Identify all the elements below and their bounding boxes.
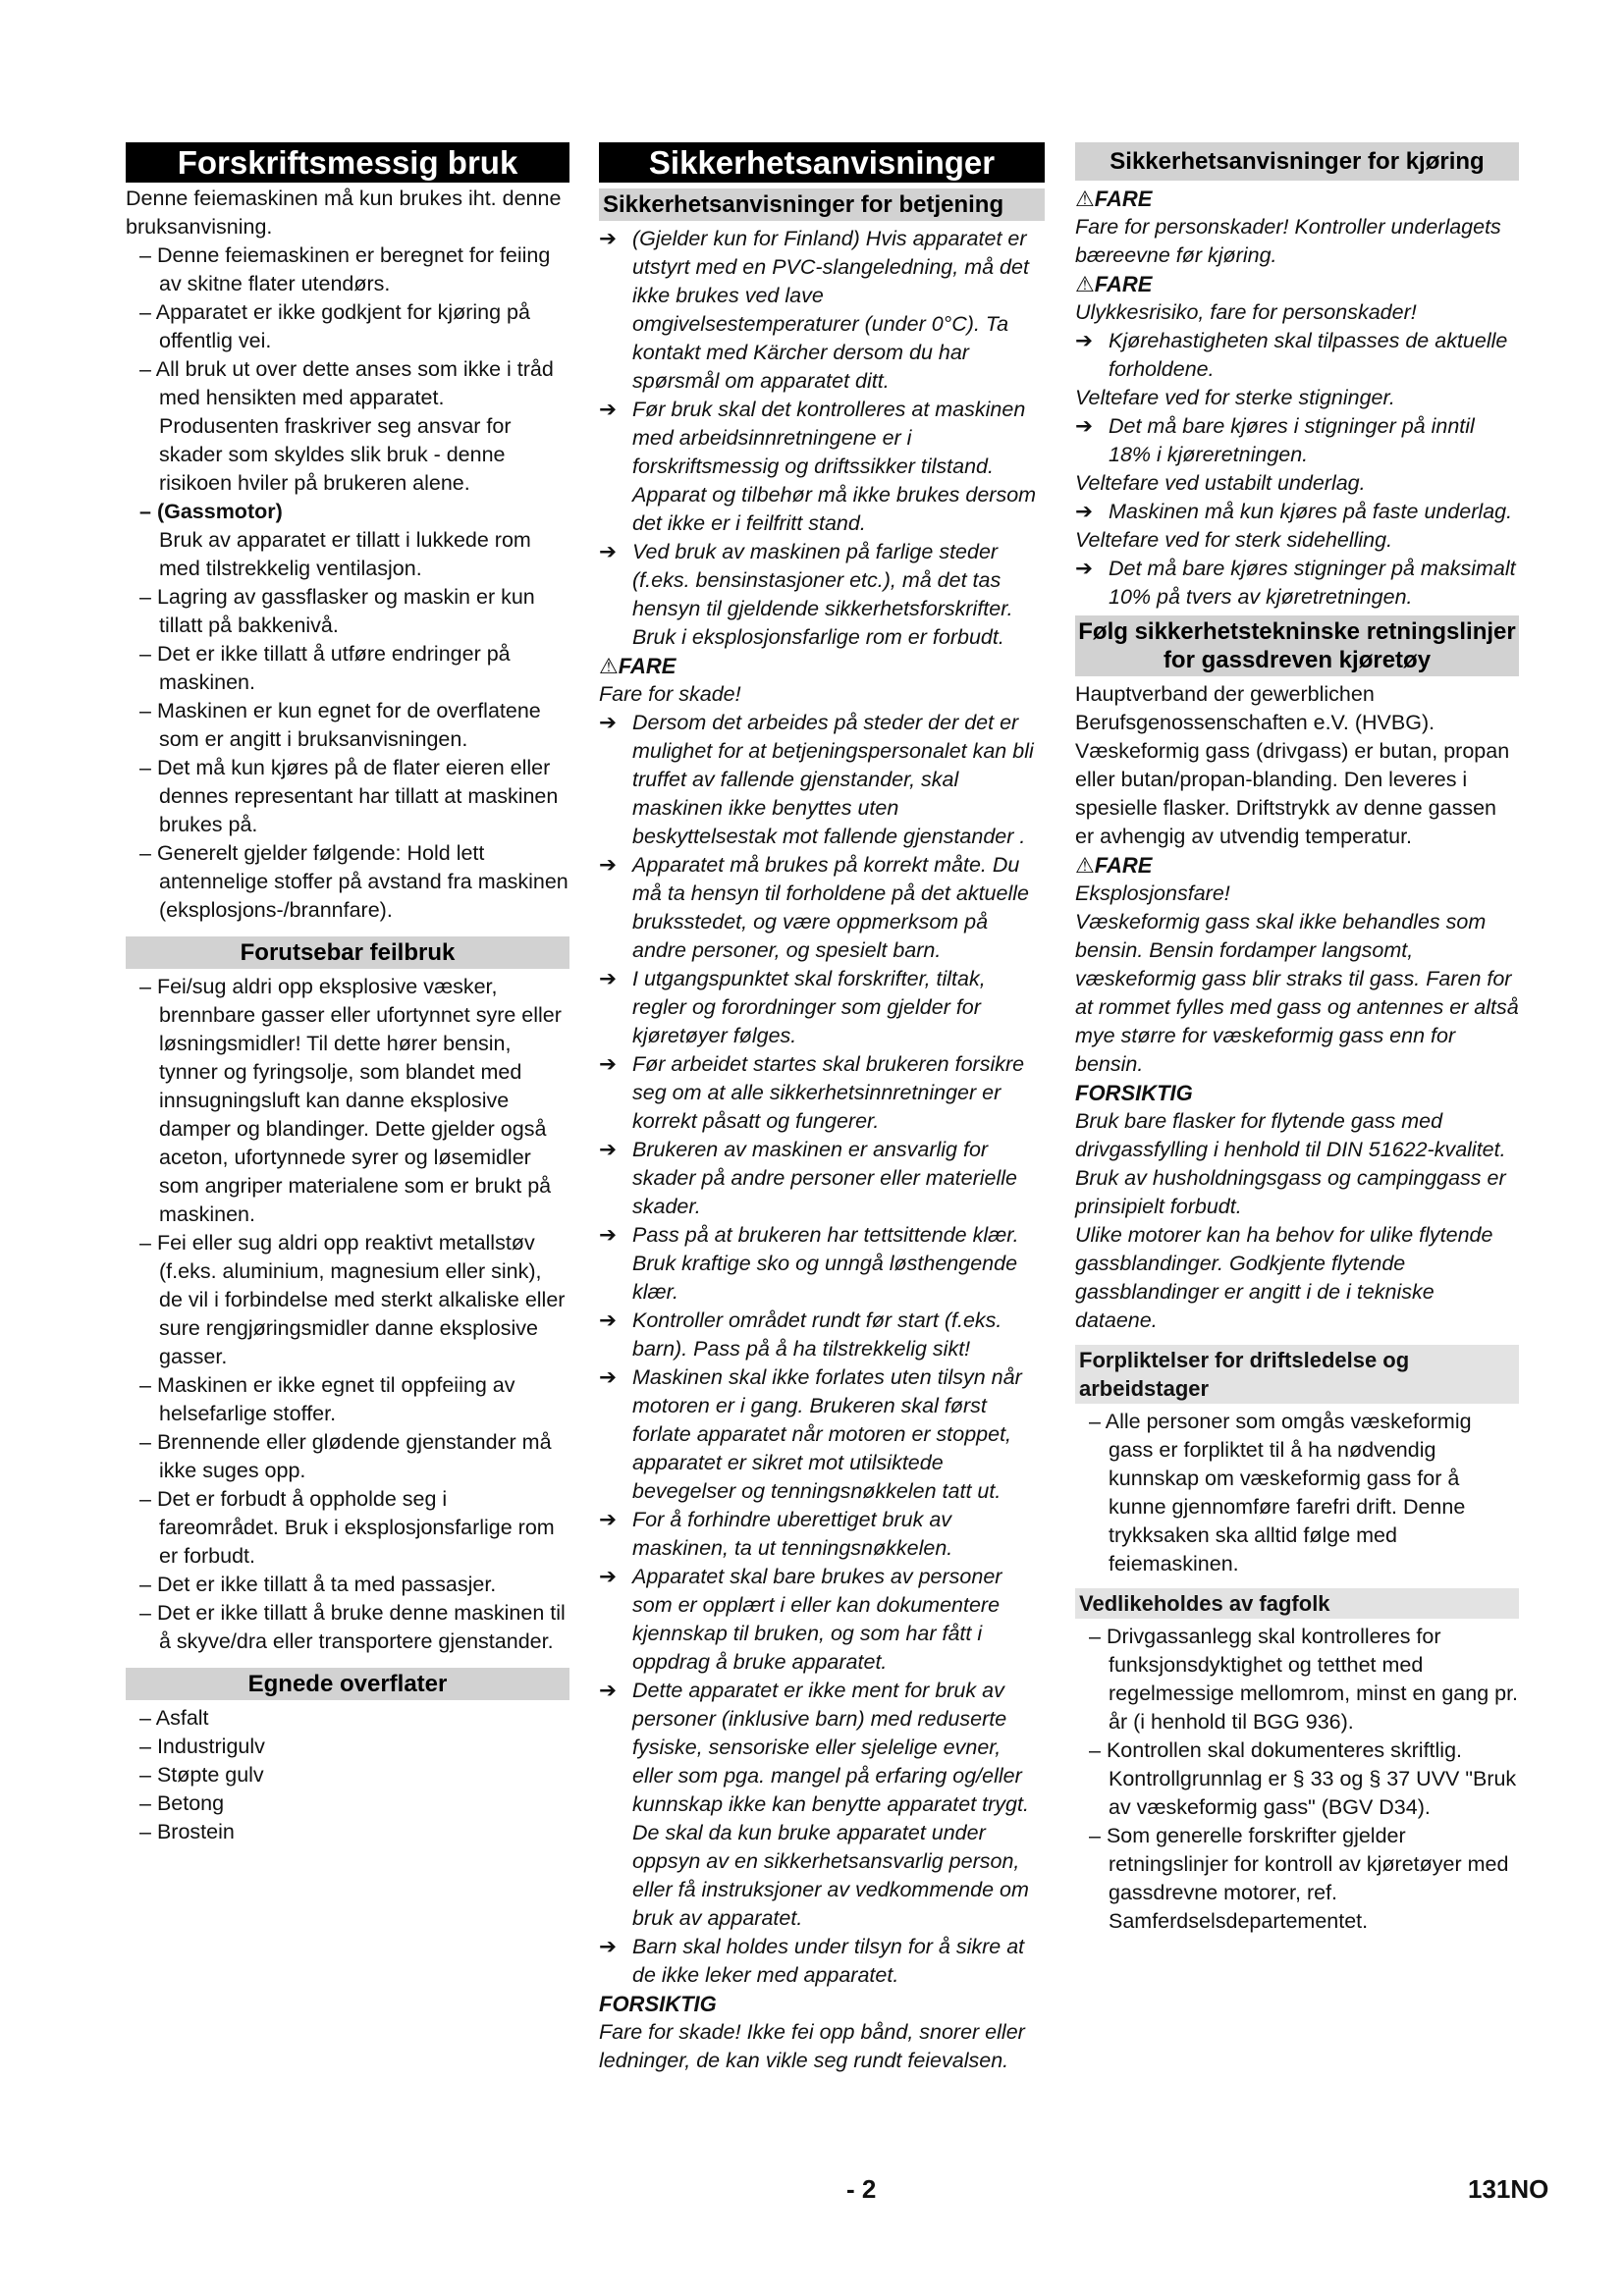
surfaces-list bbox=[126, 1704, 569, 1846]
intro-text: Denne feiemaskinen må kun brukes iht. denne bruksanvisning. bbox=[126, 187, 562, 239]
list-item: ➔ Dette apparatet er ikke ment for bruk av personer (inklusive barn) med reduserte fysiske, sensoriske eller sjelelige evner, eller som pga. mangel på erfaring og/eller kunnskap ikke kan benytte apparatet trygt. De skal da kun bruke apparatet under oppsyn av en sikkerhetsansvarlig person, eller få instruksjoner av vedkommende om bruk av apparatet. bbox=[599, 1677, 1045, 1933]
list-item: – Fei eller sug aldri opp reaktivt metallstøv (f.eks. aluminium, magnesium eller sink), de vil i forbindelse med sterkt alkaliske eller sure rengjøringsmidler danne eksplosive gasser. bbox=[126, 1229, 569, 1371]
list-item: – Maskinen er kun egnet for de overflatene som er angitt i bruksanvisningen. bbox=[126, 697, 569, 754]
caution-text: Ulike motorer kan ha behov for ulike flytende gassblandinger. Godkjente flytende gassblandinger er angitt i de i tekniske dataene. bbox=[1075, 1223, 1493, 1332]
document-code: 131NO bbox=[1468, 2174, 1549, 2204]
list-item: – Brennende eller glødende gjenstander må ikke suges opp. bbox=[126, 1428, 569, 1485]
caution-text: Bruk av husholdningsgass og campinggass er prinsipielt forbudt. bbox=[1075, 1166, 1506, 1218]
section-title-gas-vehicles: Følg sikkerhetstekninske retningslinjer for gassdreven kjøretøy bbox=[1075, 615, 1519, 676]
list-item: ➔ Det må bare kjøres i stigninger på inntil 18% i kjøreretningen. bbox=[1075, 412, 1519, 469]
list-item: ➔ Brukeren av maskinen er ansvarlig for skader på andre personer eller materielle skader. bbox=[599, 1136, 1045, 1221]
danger-label: ⚠FARE bbox=[599, 654, 677, 678]
list-item: – Kontrollen skal dokumenteres skriftlig. Kontrollgrunnlag er § 33 og § 37 UVV "Bruk av væskeformig gass" (BGV D34). bbox=[1075, 1736, 1519, 1822]
danger-text: Eksplosjonsfare! bbox=[1075, 881, 1230, 905]
list-item: ➔ Maskinen må kun kjøres på faste underlag. bbox=[1075, 498, 1519, 526]
list-item: – Betong bbox=[126, 1789, 569, 1818]
maintenance-list bbox=[1075, 1623, 1519, 1936]
list-item: – Lagring av gassflasker og maskin er kun tillatt på bakkenivå. bbox=[126, 583, 569, 640]
list-item: – All bruk ut over dette anses som ikke i tråd med hensikten med apparatet. Produsenten fraskriver seg ansvar for skader som skyldes slik bruk - denne risikoen hviler på brukeren alene. bbox=[126, 355, 569, 498]
misuse-list bbox=[126, 973, 569, 1656]
caution-text: Fare for skade! Ikke fei opp bånd, snorer eller ledninger, de kan vikle seg rundt feievalsen. bbox=[599, 2020, 1025, 2072]
column-2 bbox=[599, 142, 1045, 2075]
caution-label: FORSIKTIG bbox=[1075, 1081, 1193, 1105]
danger-label: ⚠FARE bbox=[1075, 187, 1153, 211]
list-item: ➔ Kontroller området rundt før start (f.eks. barn). Pass på å ha tilstrekkelig sikt! bbox=[599, 1307, 1045, 1363]
operation-list-2 bbox=[599, 709, 1045, 1990]
duties-list bbox=[1075, 1408, 1519, 1578]
danger-text: Fare for personskader! Kontroller underlagets bæreevne før kjøring. bbox=[1075, 215, 1501, 267]
list-item: ➔ Apparatet skal bare brukes av personer som er opplært i eller kan dokumentere kjennskap til bruken, og som har fått i oppdrag å bruke apparatet. bbox=[599, 1563, 1045, 1677]
column-1 bbox=[126, 142, 569, 1846]
list-item: ➔ Før arbeidet startes skal brukeren forsikre seg om at alle sikkerhetsinnretninger er korrekt påsatt og fungerer. bbox=[599, 1050, 1045, 1136]
list-item: ➔ Maskinen skal ikke forlates uten tilsyn når motoren er i gang. Brukeren skal først forlate apparatet når motoren er stoppet, apparatet er sikret mot utilsiktede bevegelser og tenningsnøkkelen tatt ut. bbox=[599, 1363, 1045, 1506]
caution-label: FORSIKTIG bbox=[599, 1992, 717, 2016]
danger-text: Væskeformig gass skal ikke behandles som bensin. Bensin fordamper langsomt, væskeformig gass blir straks til gass. Faren for at rommet fylles med gass og antennes er altså mye større for væskeformig gass enn for bensin. bbox=[1075, 910, 1519, 1076]
operation-list bbox=[599, 225, 1045, 652]
gas-motor-text: Bruk av apparatet er tillatt i lukkede rom med tilstrekkelig ventilasjon. bbox=[159, 528, 531, 580]
danger-label: ⚠FARE bbox=[1075, 272, 1153, 296]
danger-text: Fare for skade! bbox=[599, 682, 741, 706]
list-item: ➔ Apparatet må brukes på korrekt måte. Du må ta hensyn til forholdene på det aktuelle bruksstedet, og være oppmerksom på andre personer, og spesielt barn. bbox=[599, 851, 1045, 965]
list-item: – Støpte gulv bbox=[126, 1761, 569, 1789]
list-item: ➔ Ved bruk av maskinen på farlige steder (f.eks. bensinstasjoner etc.), må det tas hensyn til gjeldende sikkerhetsforskrifter. Bruk i eksplosjonsfarlige rom er forbudt. bbox=[599, 538, 1045, 652]
list-item: – Generelt gjelder følgende: Hold lett antennelige stoffer på avstand fra maskinen (eksplosjons-/brannfare). bbox=[126, 839, 569, 925]
list-item: – Asfalt bbox=[126, 1704, 569, 1733]
caution-text: Bruk bare flasker for flytende gass med drivgassfylling i henhold til DIN 51622-kvalitet. bbox=[1075, 1109, 1506, 1161]
section-title-misuse: Forutsebar feilbruk bbox=[126, 936, 569, 969]
page-number: - 2 bbox=[846, 2174, 877, 2204]
list-item: – Det er ikke tillatt å ta med passasjer. bbox=[126, 1571, 569, 1599]
subsection-title-operation: Sikkerhetsanvisninger for betjening bbox=[599, 188, 1045, 221]
column-3 bbox=[1075, 142, 1519, 1936]
list-item: – Denne feiemaskinen er beregnet for feiing av skitne flater utendørs. bbox=[126, 241, 569, 298]
gas-text: Hauptverband der gewerblichen Berufsgenossenschaften e.V. (HVBG). Væskeformig gass (drivgass) er butan, propan eller butan/propan-blanding. Den leveres i spesielle flasker. Driftstrykk av denne gassen er avhengig av utvendig temperatur. bbox=[1075, 682, 1510, 848]
list-item: ➔ For å forhindre uberettiget bruk av maskinen, ta ut tenningsnøkkelen. bbox=[599, 1506, 1045, 1563]
section-title-surfaces: Egnede overflater bbox=[126, 1668, 569, 1700]
list-item: ➔ (Gjelder kun for Finland) Hvis apparatet er utstyrt med en PVC-slangeledning, må det ikke brukes ved lave omgivelsestemperaturer (under 0°C). Ta kontakt med Kärcher dersom du har spørsmål om apparatet ditt. bbox=[599, 225, 1045, 396]
list-item: – Fei/sug aldri opp eksplosive væsker, brennbare gasser eller ufortynnet syre eller løsningsmidler! Til dette hører bensin, tynner og fyringsolje, som blandet med innsugningsluft kan danne eksplosive damper og blandinger. Dette gjelder også aceton, ufortynnede syrer og løsemidler som angriper materialene som er brukt på maskinen. bbox=[126, 973, 569, 1229]
list-item: – Det er ikke tillatt å utføre endringer på maskinen. bbox=[126, 640, 569, 697]
list-item: – Det er ikke tillatt å bruke denne maskinen til å skyve/dra eller transportere gjenstander. bbox=[126, 1599, 569, 1656]
list-item: ➔ Dersom det arbeides på steder der det er mulighet for at betjeningspersonalet kan bli truffet av fallende gjenstander, skal maskinen ikke benyttes uten beskyttelsestak mot fallende gjenstander . bbox=[599, 709, 1045, 851]
list-item: – Drivgassanlegg skal kontrolleres for funksjonsdyktighet og tetthet med regelmessige mellomrom, minst en gang pr. år (i henhold til BGG 936). bbox=[1075, 1623, 1519, 1736]
list-item: – Som generelle forskrifter gjelder retningslinjer for kontroll av kjøretøyer med gassdrevne motorer, ref. Samferdselsdepartementet. bbox=[1075, 1822, 1519, 1936]
list-item: ➔ Pass på at brukeren har tettsittende klær. Bruk kraftige sko og unngå løsthengende klær. bbox=[599, 1221, 1045, 1307]
gas-motor-heading: – (Gassmotor) bbox=[126, 498, 569, 526]
list-item: – Apparatet er ikke godkjent for kjøring på offentlig vei. bbox=[126, 298, 569, 355]
intended-use-list-2 bbox=[126, 583, 569, 925]
list-item: – Maskinen er ikke egnet til oppfeiing av helsefarlige stoffer. bbox=[126, 1371, 569, 1428]
list-item: ➔ Barn skal holdes under tilsyn for å sikre at de ikke leker med apparatet. bbox=[599, 1933, 1045, 1990]
section-title-driving: Sikkerhetsanvisninger for kjøring bbox=[1075, 142, 1519, 181]
list-item: ➔ I utgangspunktet skal forskrifter, tiltak, regler og forordninger som gjelder for kjøretøyer følges. bbox=[599, 965, 1045, 1050]
list-item: ➔ Det må bare kjøres stigninger på maksimalt 10% på tvers av kjøretretningen. bbox=[1075, 555, 1519, 612]
tip-text: Veltefare ved for sterke stigninger. bbox=[1075, 386, 1395, 409]
danger-label: ⚠FARE bbox=[1075, 853, 1153, 878]
tip-text: Veltefare ved for sterk sidehelling. bbox=[1075, 528, 1393, 552]
list-item: ➔ Kjørehastigheten skal tilpasses de aktuelle forholdene. bbox=[1075, 327, 1519, 384]
list-item: – Industrigulv bbox=[126, 1733, 569, 1761]
list-item: – Alle personer som omgås væskeformig gass er forpliktet til å ha nødvendig kunnskap om væskeformig gass for å kunne gjennomføre farefri drift. Denne trykksaken ska alltid følge med feiemaskinen. bbox=[1075, 1408, 1519, 1578]
intended-use-list bbox=[126, 241, 569, 526]
danger-text: Ulykkesrisiko, fare for personskader! bbox=[1075, 300, 1417, 324]
list-item: – Det må kun kjøres på de flater eieren eller dennes representant har tillatt at maskinen brukes på. bbox=[126, 754, 569, 839]
tip-text: Veltefare ved ustabilt underlag. bbox=[1075, 471, 1366, 495]
section-title-safety: Sikkerhetsanvisninger bbox=[599, 142, 1045, 183]
list-item: – Det er forbudt å oppholde seg i fareområdet. Bruk i eksplosjonsfarlige rom er forbudt. bbox=[126, 1485, 569, 1571]
list-item: ➔ Før bruk skal det kontrolleres at maskinen med arbeidsinnretningene er i forskriftsmessig og driftssikker tilstand. Apparat og tilbehør må ikke brukes dersom det ikke er i feilfritt stand. bbox=[599, 396, 1045, 538]
list-item: – Brostein bbox=[126, 1818, 569, 1846]
section-title-maintenance: Vedlikeholdes av fagfolk bbox=[1075, 1588, 1519, 1619]
section-title-duties: Forpliktelser for driftsledelse og arbeidstager bbox=[1075, 1345, 1519, 1404]
section-title-intended-use: Forskriftsmessig bruk bbox=[126, 142, 569, 183]
